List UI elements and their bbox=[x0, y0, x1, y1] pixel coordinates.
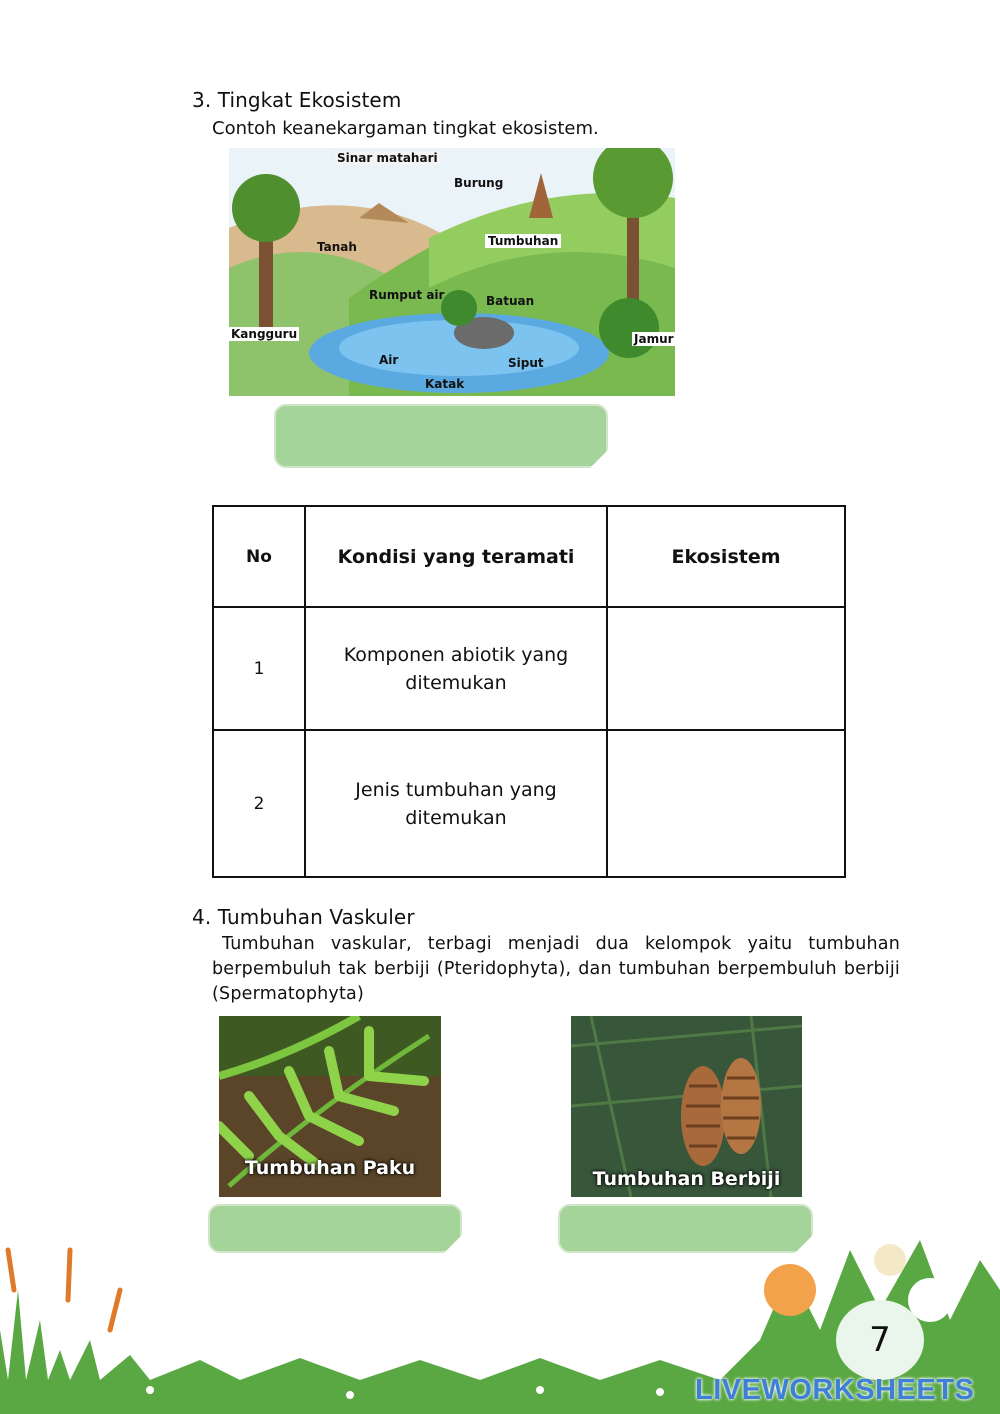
ecosystem-illustration bbox=[229, 148, 675, 396]
header-kondisi: Kondisi yang teramati bbox=[305, 506, 607, 607]
section3-title: 3. Tingkat Ekosistem bbox=[192, 88, 402, 112]
row-number: 1 bbox=[213, 607, 305, 730]
label-tanah: Tanah bbox=[317, 240, 357, 254]
section4-paragraph: Tumbuhan vaskular, terbagi menjadi dua kelompok yaitu tumbuhan berpembuluh tak berbiji (Pteridophyta), dan tumbuhan berpembuluh berbiji (Spermatophyta) bbox=[212, 934, 900, 1004]
label-air: Air bbox=[379, 353, 399, 367]
label-rumput-air: Rumput air bbox=[369, 288, 445, 302]
row-ekosistem-answer[interactable] bbox=[607, 730, 845, 877]
label-batuan: Batuan bbox=[486, 294, 535, 308]
pinecone-label: Tumbuhan Berbiji bbox=[592, 1168, 781, 1190]
ecosystem-scene bbox=[229, 148, 675, 396]
table-row bbox=[213, 730, 845, 877]
row-kondisi: Jenis tumbuhan yang ditemukan bbox=[305, 730, 607, 877]
label-burung: Burung bbox=[454, 176, 504, 190]
label-siput: Siput bbox=[508, 356, 544, 370]
label-katak: Katak bbox=[425, 377, 465, 391]
label-kangguru: Kangguru bbox=[231, 327, 298, 341]
page-number: 7 bbox=[836, 1300, 924, 1380]
section4-title: 4. Tumbuhan Vaskuler bbox=[192, 905, 415, 929]
pinecone-photo bbox=[571, 1016, 802, 1197]
label-tumbuhan: Tumbuhan bbox=[485, 234, 561, 248]
label-sinar-matahari: Sinar matahari bbox=[337, 151, 438, 165]
liveworksheets-logo: LIVEWORKSHEETS bbox=[695, 1374, 975, 1406]
row-number: 2 bbox=[213, 730, 305, 877]
observation-table bbox=[212, 505, 846, 878]
row-kondisi: Komponen abiotik yang ditemukan bbox=[305, 607, 607, 730]
ecosystem-answer-box[interactable] bbox=[274, 404, 608, 468]
row-ekosistem-answer[interactable] bbox=[607, 607, 845, 730]
fern-label: Tumbuhan Paku bbox=[244, 1157, 416, 1179]
header-no: No bbox=[213, 506, 305, 607]
fern-photo bbox=[219, 1016, 441, 1197]
label-jamur: Jamur bbox=[634, 332, 674, 346]
header-ekosistem: Ekosistem bbox=[607, 506, 845, 607]
table-row bbox=[213, 607, 845, 730]
section3-subtitle: Contoh keanekargaman tingkat ekosistem. bbox=[212, 118, 599, 139]
